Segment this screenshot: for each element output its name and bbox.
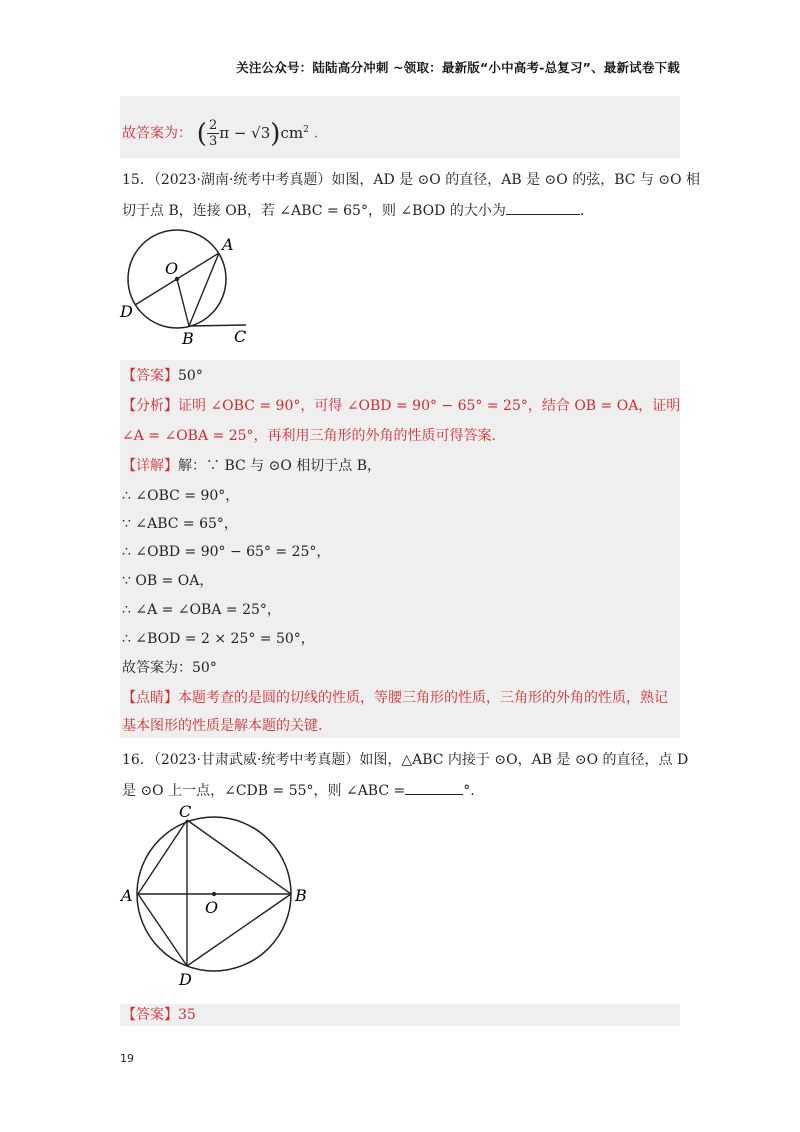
q16-label-B: B [295,886,307,905]
q15-analysis-1 [122,396,680,416]
q15-label-A: A [222,235,234,254]
q15-line2 [122,200,584,221]
q15-line2-pre: 切于点 B，连接 OB，若 ∠ABC = 65°，则 ∠BOD 的大小为 [122,203,506,219]
q15-detail-tag: 【详解】 [122,458,178,474]
prev-answer-prefix: 故答案为： [122,125,192,142]
q16-line2-pre: 是 ⊙O 上一点，∠CDB = 55°，则 ∠ABC = [122,783,406,799]
q15-comment-1 [122,688,668,708]
q15-comment-tag: 【点睛】 [122,690,178,706]
q16-segment-AC [138,820,187,894]
page-header: 关注公众号：陆陆高分冲刺 ~领取：最新版“小中高考-总复习”、最新试卷下载 [236,60,680,75]
q15-answer-line [122,366,203,386]
q15-comment-2: 基本图形的性质是解本题的关键. [122,718,323,734]
unit: cm [280,123,304,142]
prev-answer-period: . [313,125,319,142]
q16-label-D: D [179,970,192,989]
q15-step: ∴ ∠OBD = 90° − 65° = 25°， [122,544,331,560]
q16-line2 [122,780,475,801]
frac-num: 2 [208,118,218,133]
q15-step: ∵ ∠ABC = 65°， [122,516,238,532]
q15-analysis-text-1: 证明 ∠OBC = 90°，可得 ∠OBD = 90° − 65° = 25°，结合 OB = OA，证明 [178,398,681,414]
q15-final: 故答案为：50° [122,660,217,676]
q15-line1: 15．（2023·湖南·统考中考真题）如图，AD 是 ⊙O 的直径，AB 是 ⊙O 的弦，BC 与 ⊙O 相 [122,172,701,188]
q16-answer-tag: 【答案】 [122,1007,178,1023]
q15-step: ∵ OB = OA， [122,573,214,589]
q16-label-A: A [121,886,133,905]
prev-answer-line [122,118,318,149]
q16-answer-line [122,1005,196,1025]
q16-answer-blank[interactable] [405,780,463,795]
q15-step: ∴ ∠A = ∠OBA = 25°， [122,602,281,618]
q15-analysis-tag: 【分析】 [122,398,178,414]
q16-label-O: O [205,898,219,917]
q16-segment-CB [187,820,291,894]
q16-line1: 16．（2023·甘肃武威·统考中考真题）如图，△ABC 内接于 ⊙O，AB 是 ⊙O 的直径，点 D [122,752,689,768]
q15-answer-blank[interactable] [506,200,580,215]
q16-center-dot [212,892,216,896]
q16-line2-post: °. [463,783,475,799]
q15-answer: 50° [178,368,203,384]
q16-figure [115,805,315,995]
q15-label-B: B [182,329,194,348]
q15-figure [118,228,268,348]
q15-chord-AB [189,253,219,326]
q15-label-D: D [120,302,133,321]
q15-line2-post: . [579,203,585,219]
q15-label-O: O [165,259,179,278]
q15-step: ∴ ∠OBC = 90°， [122,488,240,504]
q15-radius-OB [177,279,189,326]
q15-label-C: C [234,327,247,346]
q15-detail-head [122,456,381,476]
unit-sup: 2 [303,124,309,135]
q15-detail-text: 解：∵ BC 与 ⊙O 相切于点 B， [178,458,382,474]
expr-body: π − √3 [219,123,271,142]
prev-answer-expr: ( $\frac{2}{3}$ $\pi - √3)cm^2$ [196,118,309,149]
frac-den: 3 [208,134,218,149]
q16-label-C: C [179,805,192,821]
q15-tangent-BC [189,325,246,326]
q16-answer-box [120,1004,680,1026]
page-number: 19 [120,1052,134,1065]
q15-analysis-2: ∠A = ∠OBA = 25°，再利用三角形的外角的性质可得答案. [122,428,496,444]
q16-segment-DB [187,894,291,966]
q15-answer-tag: 【答案】 [122,368,178,384]
q15-comment-text-1: 本题考查的是圆的切线的性质，等腰三角形的性质，三角形的外角的性质，熟记 [178,690,668,706]
q15-step: ∴ ∠BOD = 2 × 25° = 50°， [122,631,315,647]
q16-answer: 35 [178,1007,196,1023]
